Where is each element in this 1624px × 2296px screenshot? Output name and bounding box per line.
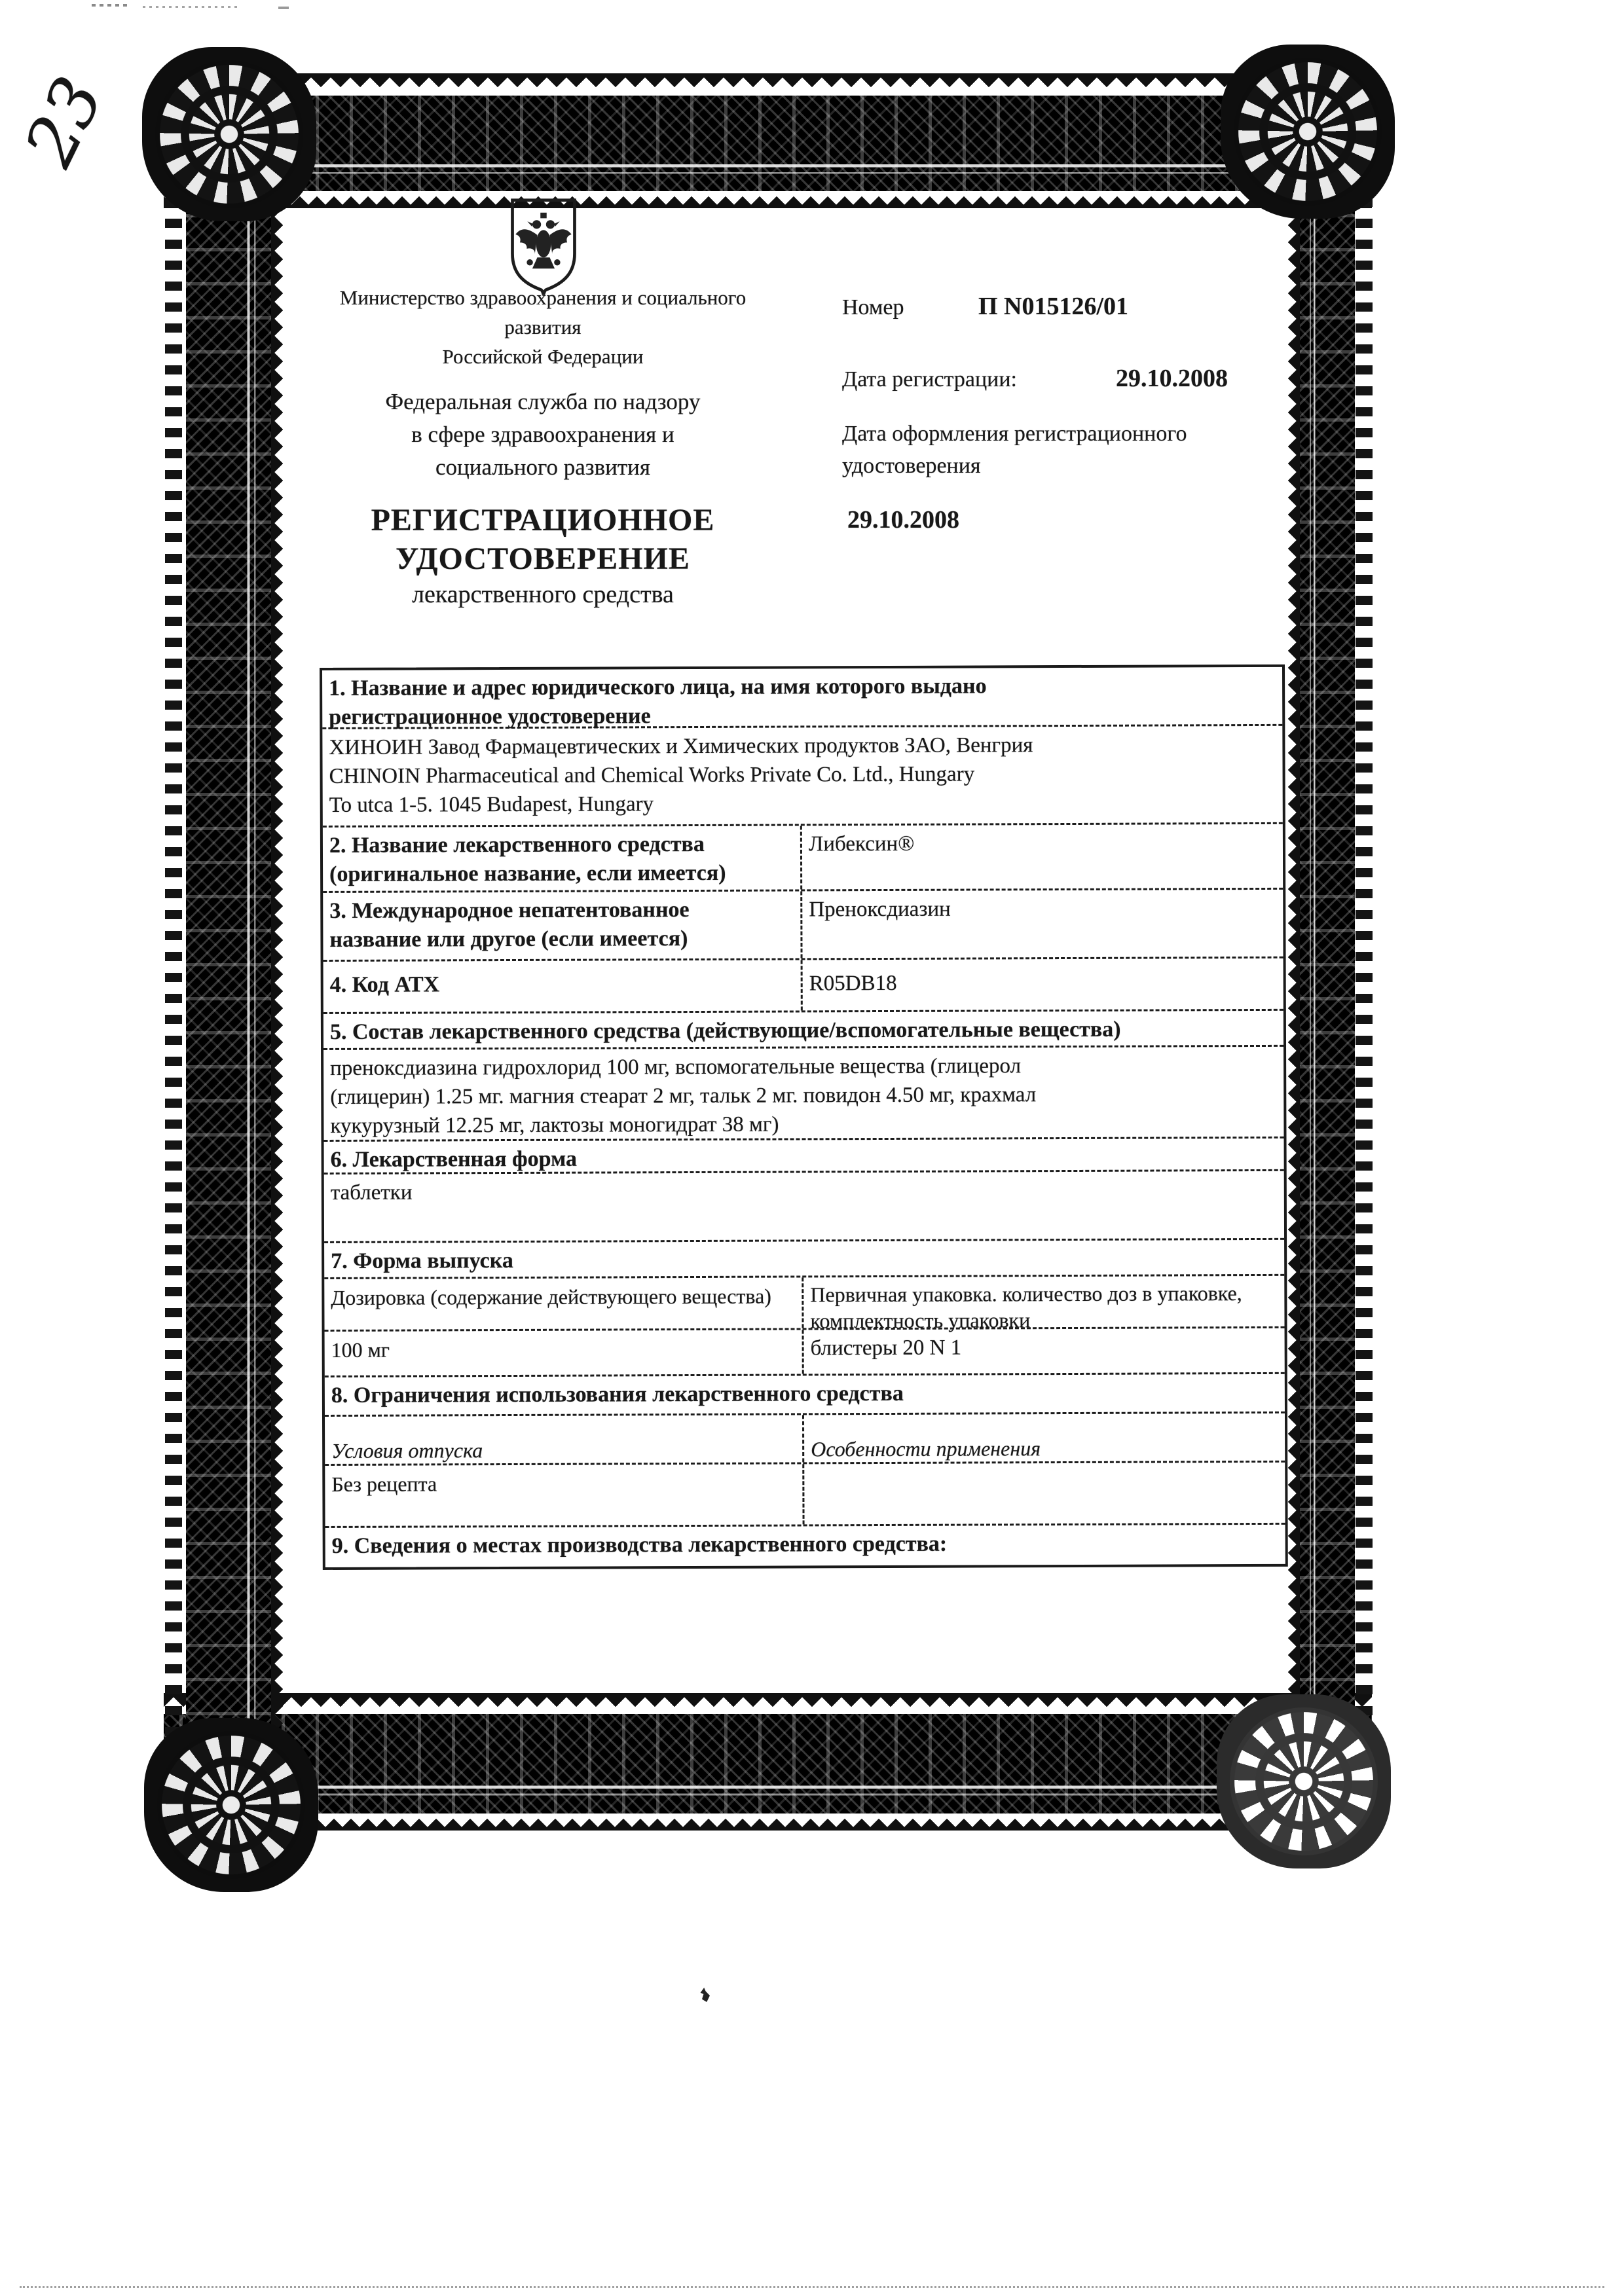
trade-name-value: Либексин® [808, 831, 915, 856]
federal-service-name [300, 386, 786, 484]
registration-date-row [842, 364, 1295, 393]
frame-right-band [1300, 65, 1355, 1833]
section-7-header: 7. Форма выпуска [331, 1248, 513, 1273]
holder-line: To utca 1-5. 1045 Budapest, Hungary [329, 792, 654, 817]
dosage-column-label: Дозировка (содержание действующего вещества) [324, 1277, 803, 1330]
section-6-header: 6. Лекарственная форма [330, 1146, 578, 1172]
document-title-line: РЕГИСТРАЦИОННОЕ [371, 503, 715, 538]
packaging-value: блистеры 20 N 1 [810, 1336, 962, 1360]
holder-line: CHINOIN Pharmaceutical and Chemical Works Private Co. Ltd., Hungary [329, 762, 975, 788]
scan-artifact-edge-line [20, 2286, 1604, 2288]
atc-code-value: R05DB18 [809, 971, 897, 996]
section-9-header-row [325, 1525, 1285, 1567]
issue-date-label [842, 418, 1295, 482]
number-label: Номер [842, 295, 904, 319]
section-1-header-row [322, 667, 1282, 729]
application-features-label: Особенности применения [811, 1436, 1041, 1461]
double-headed-eagle [515, 213, 572, 269]
dosage-value: 100 мг [325, 1330, 804, 1376]
composition-value [323, 1048, 1044, 1140]
holder-name-address [322, 727, 1041, 826]
section-5-header-row [323, 1011, 1283, 1050]
inn-label [323, 891, 802, 960]
frame-left-band [186, 65, 271, 1833]
section-4-row [323, 958, 1283, 1014]
section-1-header-line: 1. Название и адрес юридического лица, на имя которого выдано [329, 674, 987, 701]
rosette-medallion-icon [149, 1723, 313, 1887]
composition-line: (глицерин) 1.25 мг. магния стеарат 2 мг, тальк 2 мг. повидон 4.50 мг, крахмал [330, 1083, 1037, 1109]
application-features-value [804, 1463, 1285, 1525]
frame-right-ticks [1356, 79, 1373, 1820]
section-8-values-row [325, 1463, 1285, 1528]
composition-line: кукурузный 12.25 мг, лактозы моногидрат 38 мг) [330, 1112, 779, 1138]
inn-label-line: 3. Международное непатентованное [329, 898, 690, 923]
section-6-value-row [324, 1171, 1284, 1243]
atc-code-label: 4. Код АТХ [323, 960, 803, 1012]
ministry-line: развития [504, 316, 581, 338]
section-7-values-row [325, 1328, 1285, 1377]
section-1-header-line: регистрационное удостоверение [329, 704, 651, 729]
frame-top-crenellation [164, 73, 1372, 96]
scan-artifact-dash [278, 7, 289, 9]
registration-date-label: Дата регистрации: [842, 367, 1017, 392]
section-3-row [323, 890, 1283, 962]
document-subtitle: лекарственного средства [412, 581, 674, 608]
document-title-line: УДОСТОВЕРЕНИЕ [396, 541, 690, 576]
certificate-number-row [842, 292, 1295, 321]
registration-table [320, 665, 1288, 1570]
frame-top-fringe [164, 191, 1372, 208]
trade-name-label-line: 2. Название лекарственного средства [329, 831, 705, 858]
registration-date-value: 29.10.2008 [1116, 365, 1228, 392]
section-5-header: 5. Состав лекарственного средства (действующие/вспомогательные вещества) [329, 1017, 1121, 1044]
trade-name-label [323, 826, 802, 891]
scan-artifact-ink-speck [699, 1988, 710, 2002]
section-5-value-row [323, 1047, 1283, 1142]
section-8-labels-row [325, 1413, 1285, 1466]
section-6-header-row [324, 1139, 1284, 1175]
frame-left-fringe [271, 72, 288, 1827]
ministry-line: Министерство здравоохранения и социального [339, 286, 747, 309]
rosette-medallion-icon [1222, 1700, 1386, 1863]
service-line: в сфере здравоохранения и [411, 422, 674, 447]
packaging-column-label [803, 1276, 1284, 1333]
service-line: Федеральная служба по надзору [385, 389, 701, 414]
issuing-authority-block [300, 283, 786, 610]
trade-name-label-line: (оригинальное название, если имеется) [329, 860, 726, 886]
section-8-header-row [325, 1374, 1285, 1417]
frame-bottom-crenellation [164, 1813, 1372, 1831]
section-9-header: 9. Сведения о местах производства лекарственного средства: [331, 1531, 948, 1558]
ministry-name [300, 283, 786, 371]
issue-date-value: 29.10.2008 [847, 506, 959, 534]
rosette-medallion-icon [1226, 50, 1390, 213]
issue-date-label-line: удостоверения [842, 454, 981, 478]
scan-artifact-dash [92, 4, 130, 7]
dispensing-conditions-label: Условия отпуска [325, 1415, 804, 1464]
rosette-medallion-icon [147, 52, 311, 216]
number-value: П N015126/01 [978, 293, 1129, 320]
packaging-label-line: Первичная упаковка. количество доз в упаковке, [810, 1281, 1242, 1307]
holder-line: ХИНОИН Завод Фармацевтических и Химических продуктов ЗАО, Венгрия [329, 733, 1033, 759]
inn-value: Преноксдиазин [809, 897, 951, 922]
frame-left-ticks [165, 79, 182, 1820]
service-line: социального развития [435, 454, 650, 480]
handwritten-page-number [0, 45, 151, 202]
section-8-header: 8. Ограничения использования лекарственного средства [331, 1381, 904, 1408]
issue-date-label-line: Дата оформления регистрационного [842, 422, 1187, 446]
frame-bottom-band [164, 1714, 1372, 1813]
composition-line: преноксдиазина гидрохлорид 100 мг, вспомогательные вещества (глицерол [330, 1054, 1022, 1080]
document-title [300, 501, 786, 578]
registration-meta-block [842, 292, 1295, 534]
ministry-line: Российской Федерации [442, 345, 644, 368]
section-2-row [323, 824, 1283, 893]
section-7-header-row [324, 1240, 1284, 1279]
section-7-labels-row [324, 1276, 1284, 1332]
section-1-value-row [322, 726, 1283, 828]
dosage-form-value: таблетки [330, 1180, 413, 1205]
section-1-header [322, 667, 1282, 727]
frame-bottom-fringe [164, 1693, 1372, 1715]
handwritten-number-text: 23 [9, 65, 119, 178]
scan-artifact-dash [143, 6, 241, 8]
frame-top-band [164, 96, 1372, 191]
dispensing-conditions-value: Без рецепта [325, 1464, 804, 1526]
packaging-label-line: комплектность упаковки [810, 1308, 1031, 1333]
inn-label-line: название или другое (если имеется) [329, 926, 688, 952]
